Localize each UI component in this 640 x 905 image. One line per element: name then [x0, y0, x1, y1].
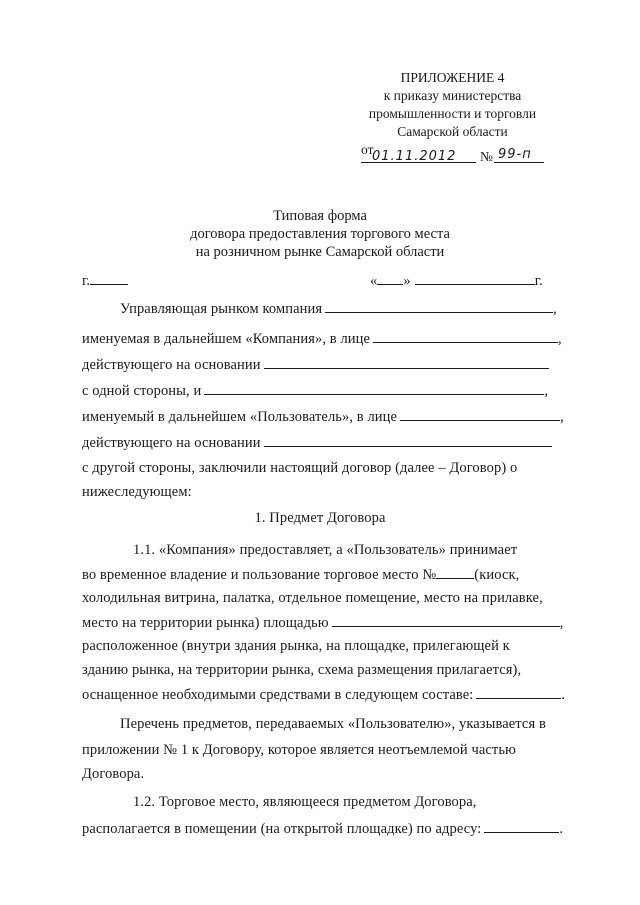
user-representative-field [400, 408, 560, 421]
clause-1-2-line-a: 1.2. Торговое место, являющееся предметом Договора, [133, 794, 477, 810]
city-blank [90, 272, 128, 285]
handwritten-date: 01.11.2012 [372, 149, 457, 164]
clause-1-1-line-e: расположенное (внутри здания рынка, на площадке, прилегающей к [82, 638, 510, 654]
area-field [332, 614, 560, 627]
list-line-c: Договора. [82, 766, 145, 782]
area-text: место на территории рынка) площадью [82, 615, 329, 631]
city-prefix: г. [82, 273, 91, 289]
clause-1-1-line-a: 1.1. «Компания» предоставляет, а «Пользователь» принимает [133, 542, 518, 558]
list-line-b: приложении № 1 к Договору, которое является неотъемлемой частью [82, 742, 516, 758]
clause-1-1-line-c: холодильная витрина, палатка, отдельное помещение, место на прилавке, [82, 590, 543, 606]
number-label: № [480, 149, 493, 164]
quote-open: « [370, 273, 378, 289]
company-name-field [325, 300, 553, 313]
day-blank [377, 272, 403, 285]
date-line [370, 272, 543, 290]
equipment-field [476, 686, 561, 699]
kiosk-text: (киоск, [474, 567, 520, 583]
title-line-1: Типовая форма [273, 208, 367, 224]
party-line-5: именуемый в дальнейшем «Пользователь», в лице , [82, 409, 564, 425]
from-label: от [361, 142, 374, 157]
user-named-text: именуемый в дальнейшем «Пользователь», в лице [82, 409, 398, 425]
user-name-field [204, 382, 544, 395]
header-line-2: промышленности и торговли [368, 106, 537, 121]
clause-1-1-line-f: зданию рынка, на территории рынка, схема размещения прилагается), [82, 662, 522, 678]
company-basis-text: действующего на основании [82, 357, 261, 373]
address-text: располагается в помещении (на открытой площадке) по адресу: [82, 821, 482, 837]
list-line-a: Перечень предметов, передаваемых «Пользователю», указывается в [120, 716, 546, 732]
place-number-text: во временное владение и пользование торговое место № [82, 567, 437, 583]
city-line [82, 272, 128, 290]
clause-1-1-line-d: место на территории рынка) площадью , [82, 615, 564, 631]
header-line-1: к приказу министерства [383, 88, 522, 103]
management-company-label: Управляющая рынком компания [120, 301, 323, 317]
number-underline [494, 162, 544, 163]
appendix-label: ПРИЛОЖЕНИЕ 4 [400, 70, 505, 85]
party-line-8: нижеследующем: [82, 484, 192, 500]
title-line-2: договора предоставления торгового места [190, 226, 450, 242]
year-suffix: г. [534, 273, 543, 289]
place-number-field [436, 566, 474, 579]
section-1-heading: 1. Предмет Договора [254, 510, 386, 526]
party-line-2: именуемая в дальнейшем «Компания», в лице , [82, 331, 562, 347]
party-line-3 [82, 356, 549, 374]
clause-1-1-line-g: оснащенное необходимыми средствами в следующем составе: . [82, 687, 566, 703]
party-line-4: с одной стороны, и , [82, 383, 549, 399]
party-line-6 [82, 434, 552, 452]
company-representative-field [373, 330, 558, 343]
one-side-text: с одной стороны, и [82, 383, 202, 399]
company-basis-field [264, 356, 549, 369]
address-field [484, 820, 559, 833]
user-basis-field [264, 434, 552, 447]
handwritten-number: 99-п [498, 147, 532, 162]
equipment-text: оснащенное необходимыми средствами в следующем составе: [82, 687, 474, 703]
quote-close: » [403, 273, 411, 289]
title-line-3: на розничном рынке Самарской области [195, 244, 445, 260]
month-year-blank [415, 272, 535, 285]
clause-1-2-line-b: располагается в помещении (на открытой площадке) по адресу: . [82, 821, 564, 837]
party-line-1: Управляющая рынком компания , [120, 301, 557, 317]
header-line-3: Самарской области [397, 124, 508, 139]
party-line-7: с другой стороны, заключили настоящий договор (далее – Договор) о [82, 460, 518, 476]
user-basis-text: действующего на основании [82, 435, 261, 451]
clause-1-1-line-b [82, 566, 519, 584]
company-named-text: именуемая в дальнейшем «Компания», в лице [82, 331, 371, 347]
